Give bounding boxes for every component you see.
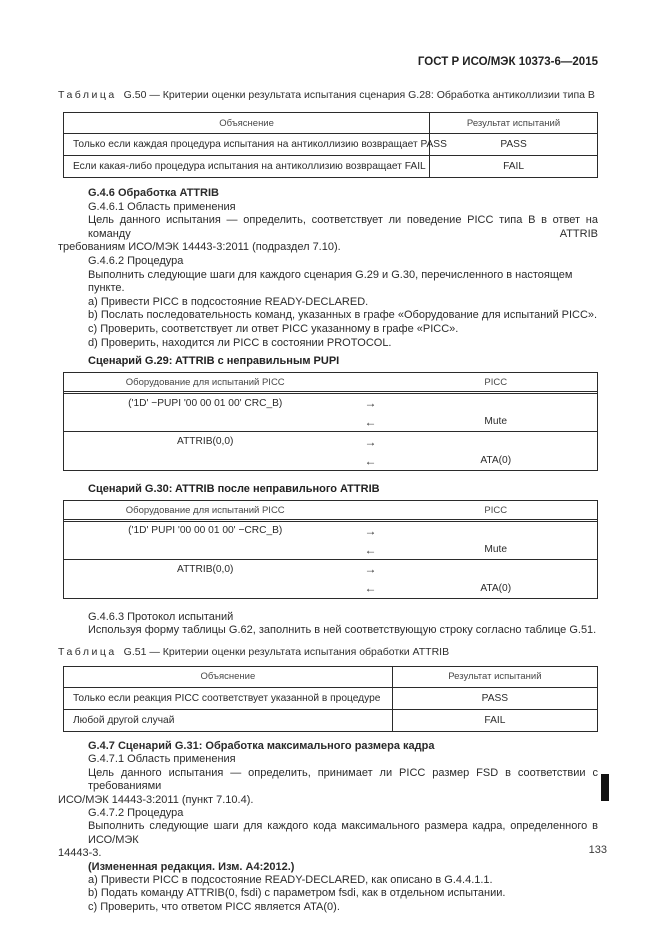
table-row	[64, 394, 597, 413]
paragraph-line: Выполнить следующие шаги для каждого сценария G.29 и G.30, перечисленного в настоящем пункте.	[88, 268, 573, 295]
subsection-heading: G.4.6.2 Процедура	[88, 254, 184, 267]
column-header-result: Результат испытаний	[392, 667, 597, 687]
scenario-g30-title: Сценарий G.30: ATTRIB после неправильного ATTRIB	[88, 482, 380, 495]
column-header-spacer	[346, 501, 394, 519]
list-item: b) Подать команду ATTRIB(0, fsdi) с параметром fsdi, как в отдельном испытании.	[88, 887, 506, 900]
section-heading: G.4.6 Обработка ATTRIB	[88, 187, 219, 199]
table-row	[64, 155, 597, 177]
table-g50-caption	[58, 89, 598, 102]
cell-result: PASS	[392, 688, 597, 709]
column-header-explanation: Объяснение	[219, 117, 274, 129]
subsection-heading: G.4.6.3 Протокол испытаний	[88, 610, 234, 623]
cell-result: FAIL	[429, 156, 597, 177]
cell-response: Mute	[484, 544, 508, 556]
subsection-heading: G.4.6.1 Область применения	[88, 200, 236, 213]
cell-result: PASS	[429, 134, 597, 155]
column-header-picc: PICC	[484, 504, 508, 516]
cell-command: ('1D' −PUPI '00 00 01 00' CRC_B)	[128, 397, 283, 409]
cell-explanation: Если какая-либо процедура испытания на антиколлизию возвращает FAIL	[73, 161, 426, 172]
table-caption-word: Таблица	[58, 645, 117, 658]
paragraph-line: Выполнить следующие шаги для каждого кода максимального размера кадра, определенного в ИСО/МЭК	[88, 820, 598, 846]
cell-command: ('1D' PUPI '00 00 01 00' −CRC_B)	[128, 525, 283, 537]
section-g47	[58, 740, 598, 914]
table-caption-word: Таблица	[58, 89, 117, 101]
table-row	[64, 413, 597, 432]
amendment-note: (Измененная редакция. Изм. А4:2012.)	[88, 860, 295, 873]
column-header-explanation: Объяснение	[200, 671, 256, 683]
table-row	[64, 540, 597, 559]
arrow-left-icon: ←	[364, 414, 377, 429]
table-group	[64, 559, 597, 598]
scenario-g29-table	[63, 372, 598, 471]
scenario-g30-table	[63, 500, 598, 599]
scenario-g29-title: Сценарий G.29: ATTRIB с неправильным PUPI	[88, 355, 340, 368]
paragraph-line: Цель данного испытания — определить, принимает ли PICC размер FSD в соответствии с требованиями	[88, 766, 598, 793]
paragraph-line: Используя форму таблицы G.62, заполнить в ней соответствующую строку согласно таблице G.51.	[88, 624, 597, 637]
arrow-right-icon: →	[364, 396, 377, 411]
paragraph-line: 14443-3.	[58, 847, 102, 860]
subsection-heading: G.4.7.1 Область применения	[88, 753, 236, 766]
arrow-right-icon: →	[364, 434, 377, 449]
table-g50	[63, 112, 598, 178]
table-row	[64, 133, 597, 155]
table-row	[64, 560, 597, 579]
paragraph-line: Цель данного испытания — определить, соответствует ли поведение PICC типа В в ответ на команду ATTRIB	[88, 214, 598, 240]
table-header-row	[64, 113, 597, 133]
column-header-spacer	[346, 373, 394, 391]
table-header-row	[64, 373, 597, 394]
column-header-equipment: Оборудование для испытаний PICC	[125, 376, 285, 388]
table-group	[64, 431, 597, 470]
paragraph-line: требованиям ИСО/МЭК 14443-3:2011 (подраздел 7.10).	[58, 241, 341, 254]
table-g51	[63, 666, 598, 732]
table-row	[64, 522, 597, 541]
table-header-row	[64, 501, 597, 522]
list-item: a) Привести PICC в подсостояние READY-DECLARED, как описано в G.4.4.1.1.	[88, 873, 493, 886]
arrow-left-icon: ←	[364, 581, 377, 596]
table-row	[64, 451, 597, 470]
cell-explanation: Только если реакция PICC соответствует указанной в процедуре	[73, 692, 381, 704]
section-heading: G.4.7 Сценарий G.31: Обработка максимального размера кадра	[88, 739, 435, 752]
list-item: c) Проверить, что ответом PICC является ATA(0).	[88, 900, 340, 913]
list-item: d) Проверить, находится ли PICC в состоянии PROTOCOL.	[88, 336, 392, 349]
table-caption-text: G.51 — Критерии оценки результата испытания обработки ATTRIB	[123, 645, 450, 658]
arrow-left-icon: ←	[364, 453, 377, 468]
list-item: b) Послать последовательность команд, указанных в графе «Оборудование для испытаний PICC».	[88, 309, 598, 322]
arrow-right-icon: →	[364, 523, 377, 538]
cell-explanation: Только если каждая процедура испытания на антиколлизию возвращает PASS	[73, 139, 447, 150]
table-row	[64, 709, 597, 731]
list-item: c) Проверить, соответствует ли ответ PICC указанному в графе «PICC».	[88, 322, 459, 335]
subsection-heading: G.4.7.2 Процедура	[88, 806, 184, 819]
table-group	[64, 394, 597, 432]
cell-command: ATTRIB(0,0)	[177, 563, 234, 575]
table-row	[64, 687, 597, 709]
section-g46	[58, 187, 598, 350]
cell-response: Mute	[484, 416, 508, 428]
table-caption-text: G.50 — Критерии оценки результата испытания сценария G.28: Обработка антиколлизии типа В	[123, 89, 595, 101]
cell-response: ATA(0)	[480, 455, 512, 466]
cell-explanation: Любой другой случай	[73, 714, 175, 726]
table-header-row	[64, 667, 597, 687]
column-header-equipment: Оборудование для испытаний PICC	[125, 504, 285, 516]
arrow-right-icon: →	[364, 562, 377, 577]
paragraph-line: ИСО/МЭК 14443-3:2011 (пункт 7.10.4).	[58, 793, 254, 806]
cell-response: ATA(0)	[480, 582, 512, 594]
running-header-title: ГОСТ Р ИСО/МЭК 10373-6—2015	[417, 56, 598, 68]
section-g463	[58, 611, 598, 638]
table-row	[64, 432, 597, 451]
page-number: 133	[588, 844, 607, 856]
list-item: a) Привести PICC в подсостояние READY-DECLARED.	[88, 295, 369, 308]
table-row	[64, 579, 597, 598]
cell-result: FAIL	[392, 710, 597, 731]
column-header-picc: PICC	[484, 376, 508, 388]
table-g51-caption	[58, 646, 598, 659]
cell-command: ATTRIB(0,0)	[177, 436, 234, 448]
arrow-left-icon: ←	[364, 542, 377, 557]
column-header-result: Результат испытаний	[429, 113, 597, 133]
change-bar	[601, 774, 609, 801]
table-group	[64, 522, 597, 560]
